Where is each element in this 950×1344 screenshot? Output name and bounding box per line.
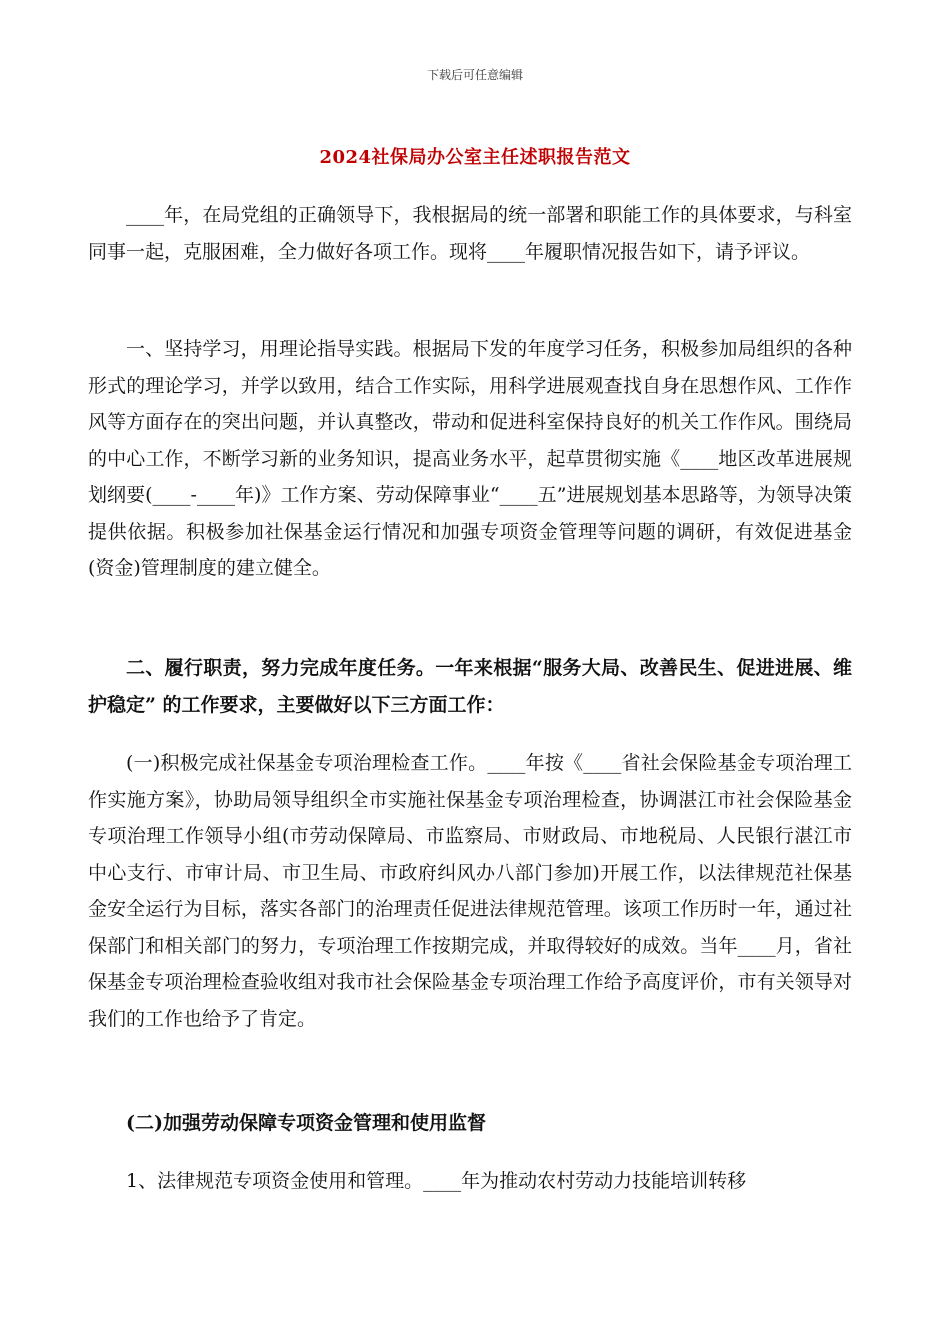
paragraph-subsection-2-heading: (二)加强劳动保障专项资金管理和使用监督	[126, 1112, 486, 1134]
paragraph-section-2-heading: 二、履行职责，努力完成年度任务。一年来根据“服务大局、改善民生、促进进展、维护稳定” 的工作要求，主要做好以下三方面工作：	[88, 657, 852, 716]
paragraph-item-1: 1、法律规范专项资金使用和管理。____年为推动农村劳动力技能培训转移	[126, 1170, 747, 1192]
header-note: 下载后可任意编辑	[426, 68, 523, 82]
document-title: 2024社保局办公室主任述职报告范文	[319, 147, 631, 168]
paragraph-intro: ____年，在局党组的正确领导下，我根据局的统一部署和职能工作的具体要求，与科室同事一起，克服困难，全力做好各项工作。现将____年履职情况报告如下，请予评议。	[88, 204, 852, 263]
paragraph-section-1: 一、坚持学习，用理论指导实践。根据局下发的年度学习任务，积极参加局组织的各种形式的理论学习，并学以致用，结合工作实际，用科学进展观查找自身在思想作风、工作作风等方面存在的突出问题，并认真整改，带动和促进科室保持良好的机关工作作风。围绕局的中心工作，不断学习新的业务知识，提高业务水平，起草贯彻实施《____地区改革进展规划纲要(____-____年)》工作方案、劳动保障事业“____五”进展规划基本思路等，为领导决策提供依据。积极参加社保基金运行情况和加强专项资金管理等问题的调研，有效促进基金(资金)管理制度的建立健全。	[88, 338, 852, 579]
paragraph-subsection-1: (一)积极完成社保基金专项治理检查工作。____年按《____省社会保险基金专项治理工作实施方案》，协助局领导组织全市实施社保基金专项治理检查，协调湛江市社会保险基金专项治理工作领导小组(市劳动保障局、市监察局、市财政局、市地税局、人民银行湛江市中心支行、市审计局、市卫生局、市政府纠风办八部门参加)开展工作，以法律规范社保基金安全运行为目标，落实各部门的治理责任促进法律规范管理。该项工作历时一年，通过社保部门和相关部门的努力，专项治理工作按期完成，并取得较好的成效。当年____月，省社保基金专项治理检查验收组对我市社会保险基金专项治理工作给予高度评价，市有关领导对我们的工作也给予了肯定。	[88, 752, 852, 1030]
